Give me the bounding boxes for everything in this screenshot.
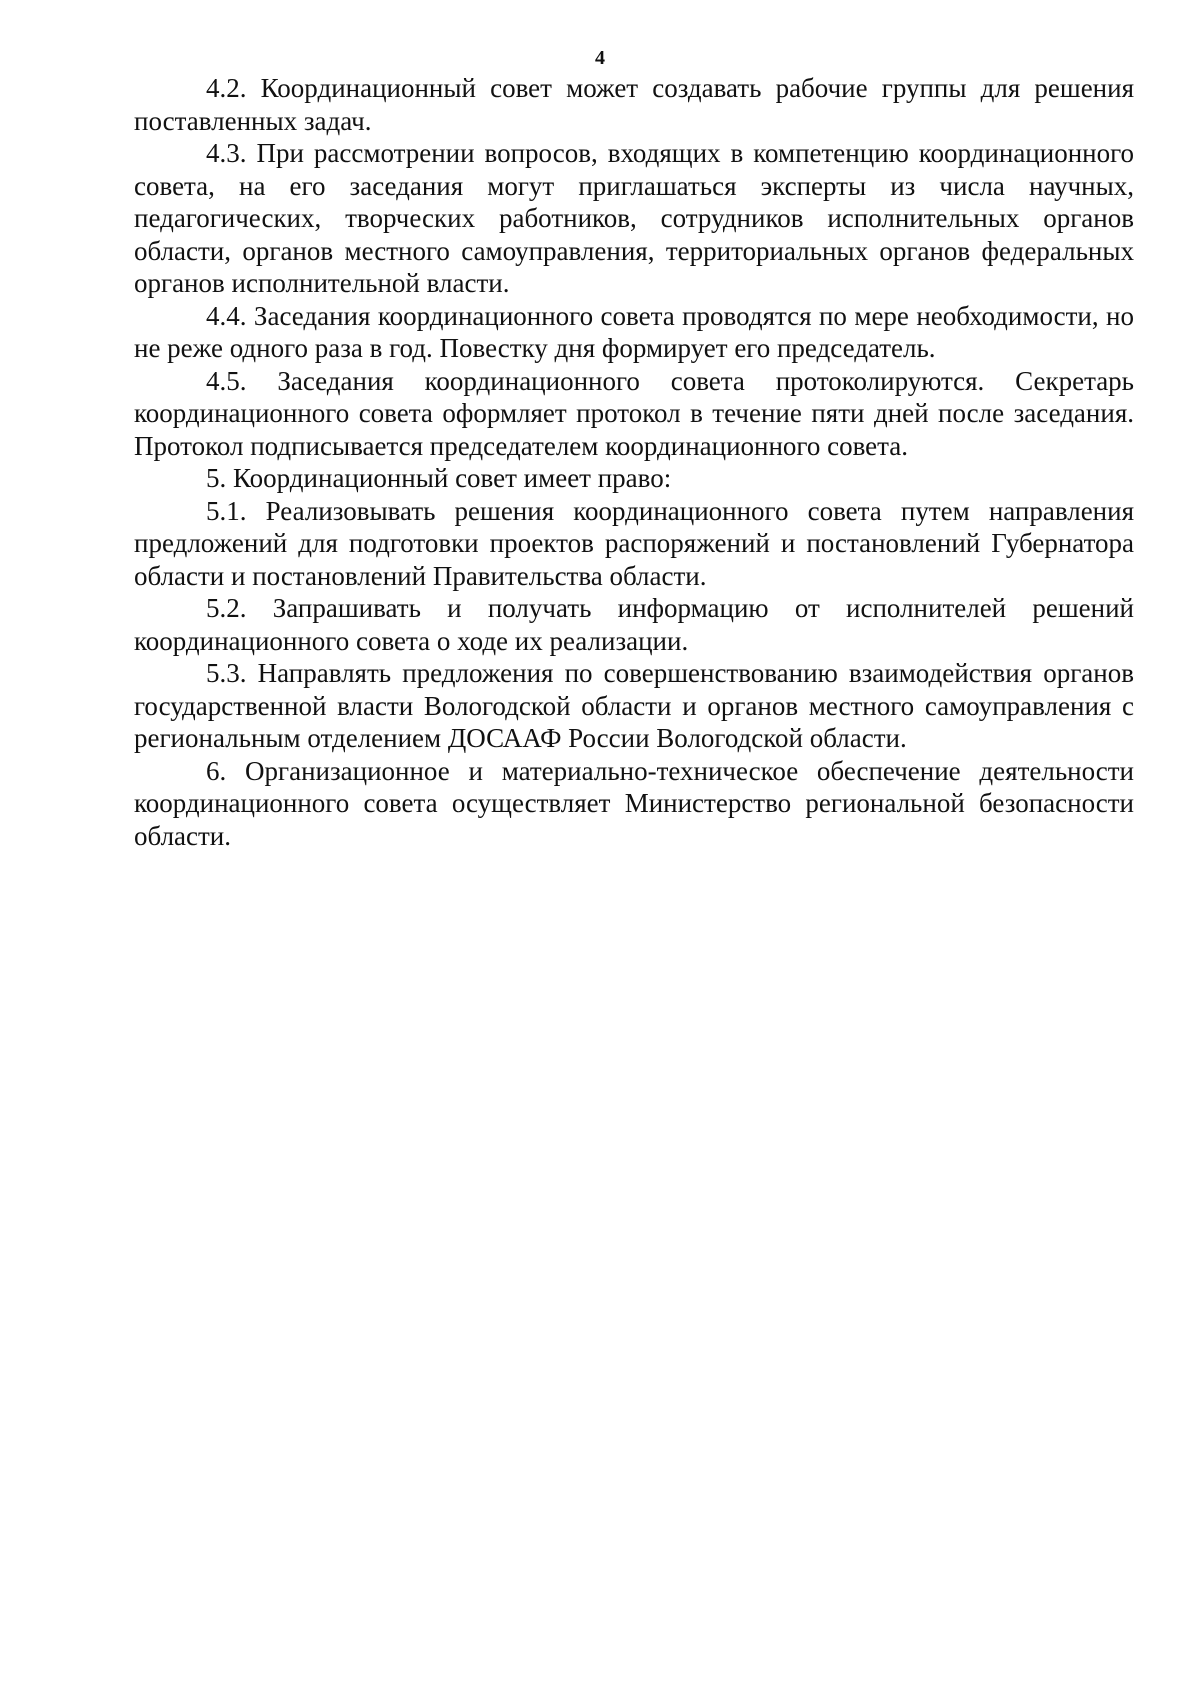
paragraph-5-2: 5.2. Запрашивать и получать информацию от исполнителей решений координационного совета о ходе их реализации. <box>134 593 1134 656</box>
paragraph-5-3: 5.3. Направлять предложения по совершенствованию взаимодействия органов государственной власти Вологодской области и органов местного самоуправления с региональным отделением ДОСААФ России Вологодской области. <box>134 658 1134 753</box>
paragraph-4-3: 4.3. При рассмотрении вопросов, входящих в компетенцию координационного совета, на его заседания могут приглашаться эксперты из числа научных, педагогических, творческих работников, сотрудников исполнительных органов области, органов местного самоуправления, территориальных органов федеральных органов исполнительной власти. <box>134 138 1134 298</box>
paragraph-4-5: 4.5. Заседания координационного совета протоколируются. Секретарь координационного совета оформляет протокол в течение пяти дней после заседания. Протокол подписывается председателем координационного совета. <box>134 365 1134 461</box>
paragraph-5-1: 5.1. Реализовывать решения координационного совета путем направления предложений для подготовки проектов распоряжений и постановлений Губернатора области и постановлений Правительства области. <box>134 495 1134 591</box>
paragraph-4-4: 4.4. Заседания координационного совета проводятся по мере необходимости, но не реже одного раза в год. Повестку дня формирует его председатель. <box>134 300 1134 363</box>
paragraph-5: 5. Координационный совет имеет право: <box>206 463 672 493</box>
paragraph-4-2: 4.2. Координационный совет может создавать рабочие группы для решения поставленных задач. <box>134 73 1134 136</box>
paragraph-6: 6. Организационное и материально-техническое обеспечение деятельности координационного совета осуществляет Министерство региональной безопасности области. <box>134 755 1134 851</box>
document-body <box>134 72 1134 852</box>
page-number: 4 <box>595 47 605 69</box>
